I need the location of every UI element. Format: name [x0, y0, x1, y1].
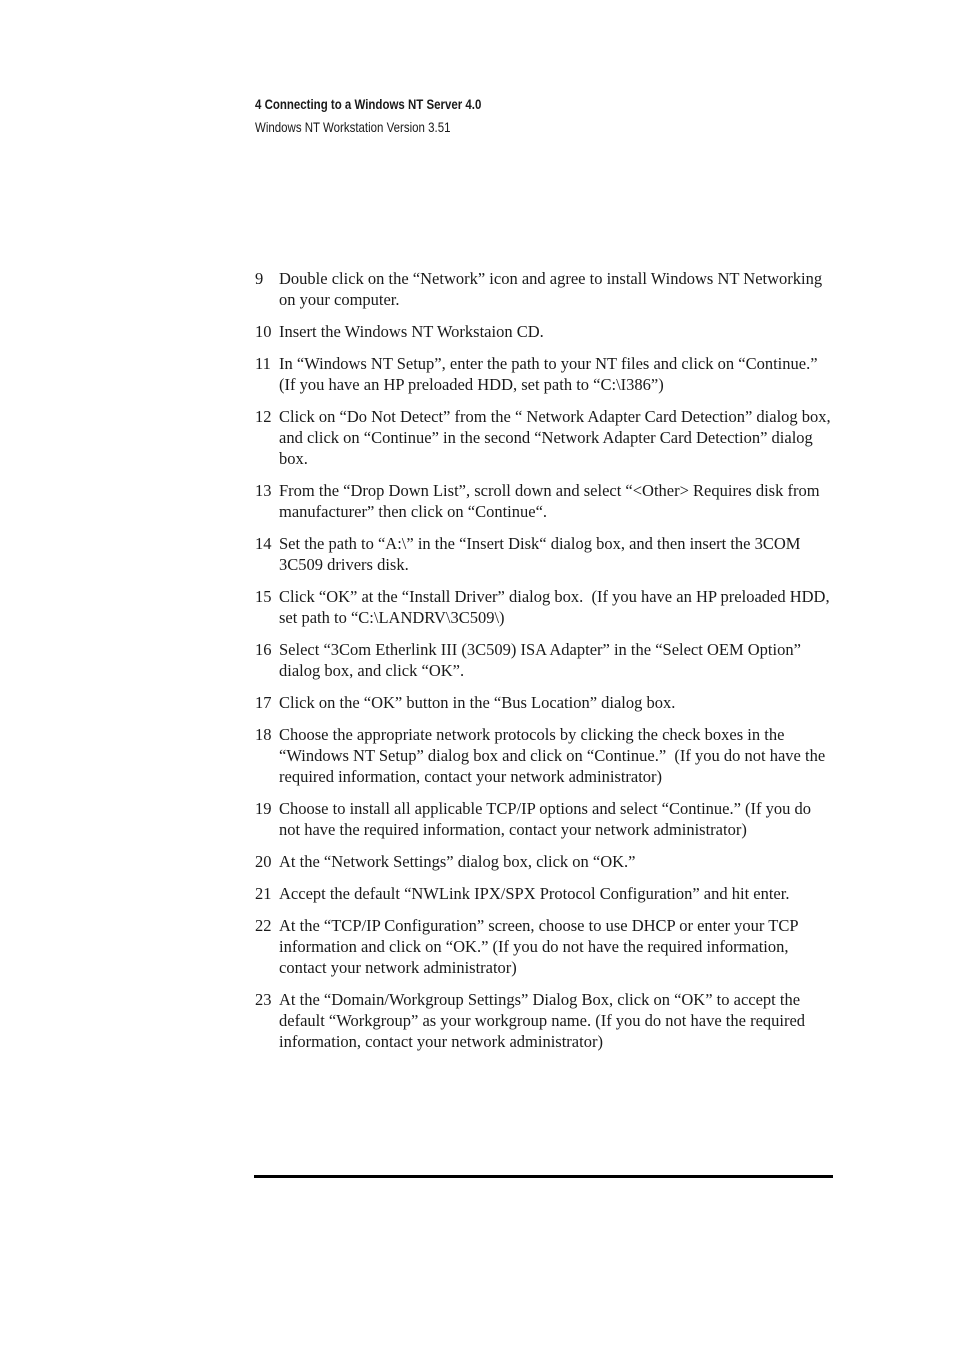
step-number: 11 [255, 354, 271, 373]
step-text: Set the path to “A:\” in the “Insert Disk“ dialog box, and then insert the 3COM 3C509 drivers disk. [279, 534, 805, 574]
step-11 [255, 353, 835, 395]
step-number: 19 [255, 799, 272, 818]
step-text: At the “Domain/Workgroup Settings” Dialog Box, click on “OK” to accept the default “Workgroup” as your workgroup name. (If you do not have the required information, contact your network administrator) [279, 990, 810, 1051]
step-number: 17 [255, 693, 272, 712]
step-15 [255, 586, 835, 628]
step-number: 23 [255, 990, 272, 1009]
step-number: 18 [255, 725, 272, 744]
step-13 [255, 480, 835, 522]
step-10 [255, 321, 835, 342]
step-number: 14 [255, 534, 272, 553]
step-number: 13 [255, 481, 272, 500]
step-text: Double click on the “Network” icon and agree to install Windows NT Networking on your computer. [279, 269, 827, 309]
page-header [255, 95, 481, 136]
step-20 [255, 851, 835, 872]
step-number: 16 [255, 640, 272, 659]
step-text: From the “Drop Down List”, scroll down and select “<Other> Requires disk from manufacturer” then click on “Continue“. [279, 481, 824, 521]
step-16 [255, 639, 835, 681]
step-number: 9 [255, 269, 264, 288]
step-text: Click “OK” at the “Install Driver” dialog box. (If you have an HP preloaded HDD, set path to “C:\LANDRV\3C509\) [279, 587, 834, 627]
step-23 [255, 989, 835, 1052]
step-text: Click on “Do Not Detect” from the “ Network Adapter Card Detection” dialog box, and click on “Continue” in the second “Network Adapter Card Detection” dialog box. [279, 407, 835, 468]
step-21 [255, 883, 835, 904]
step-number: 21 [255, 884, 272, 903]
footer-rule [254, 1175, 833, 1178]
step-number: 10 [255, 322, 272, 341]
step-number: 22 [255, 916, 272, 935]
instruction-steps [255, 268, 835, 1063]
step-22 [255, 915, 835, 978]
step-19 [255, 798, 835, 840]
step-9 [255, 268, 835, 310]
step-18 [255, 724, 835, 787]
step-text: At the “Network Settings” dialog box, click on “OK.” [279, 852, 636, 871]
step-number: 20 [255, 852, 272, 871]
section-title: Windows NT Workstation Version 3.51 [255, 119, 451, 135]
step-17 [255, 692, 835, 713]
step-text: Accept the default “NWLink IPX/SPX Protocol Configuration” and hit enter. [279, 884, 790, 903]
step-number: 15 [255, 587, 272, 606]
step-text: Click on the “OK” button in the “Bus Location” dialog box. [279, 693, 676, 712]
step-text: Insert the Windows NT Workstaion CD. [279, 322, 544, 341]
step-text: In “Windows NT Setup”, enter the path to your NT files and click on “Continue.” (If you have an HP preloaded HDD, set path to “C:\I386”) [279, 354, 826, 394]
step-14 [255, 533, 835, 575]
step-text: Choose the appropriate network protocols by clicking the check boxes in the “Windows NT Setup” dialog box and click on “Continue.” (If you do not have the required information, contact your network administrator) [279, 725, 830, 786]
step-text: Choose to install all applicable TCP/IP options and select “Continue.” (If you do not have the required information, contact your network administrator) [279, 799, 816, 839]
step-number: 12 [255, 407, 272, 426]
step-text: At the “TCP/IP Configuration” screen, choose to use DHCP or enter your TCP information and click on “OK.” (If you do not have the required information, contact your network administrator) [279, 916, 803, 977]
step-text: Select “3Com Etherlink III (3C509) ISA Adapter” in the “Select OEM Option” dialog box, and click “OK”. [279, 640, 806, 680]
step-12 [255, 406, 835, 469]
chapter-title: 4 Connecting to a Windows NT Server 4.0 [255, 96, 482, 112]
